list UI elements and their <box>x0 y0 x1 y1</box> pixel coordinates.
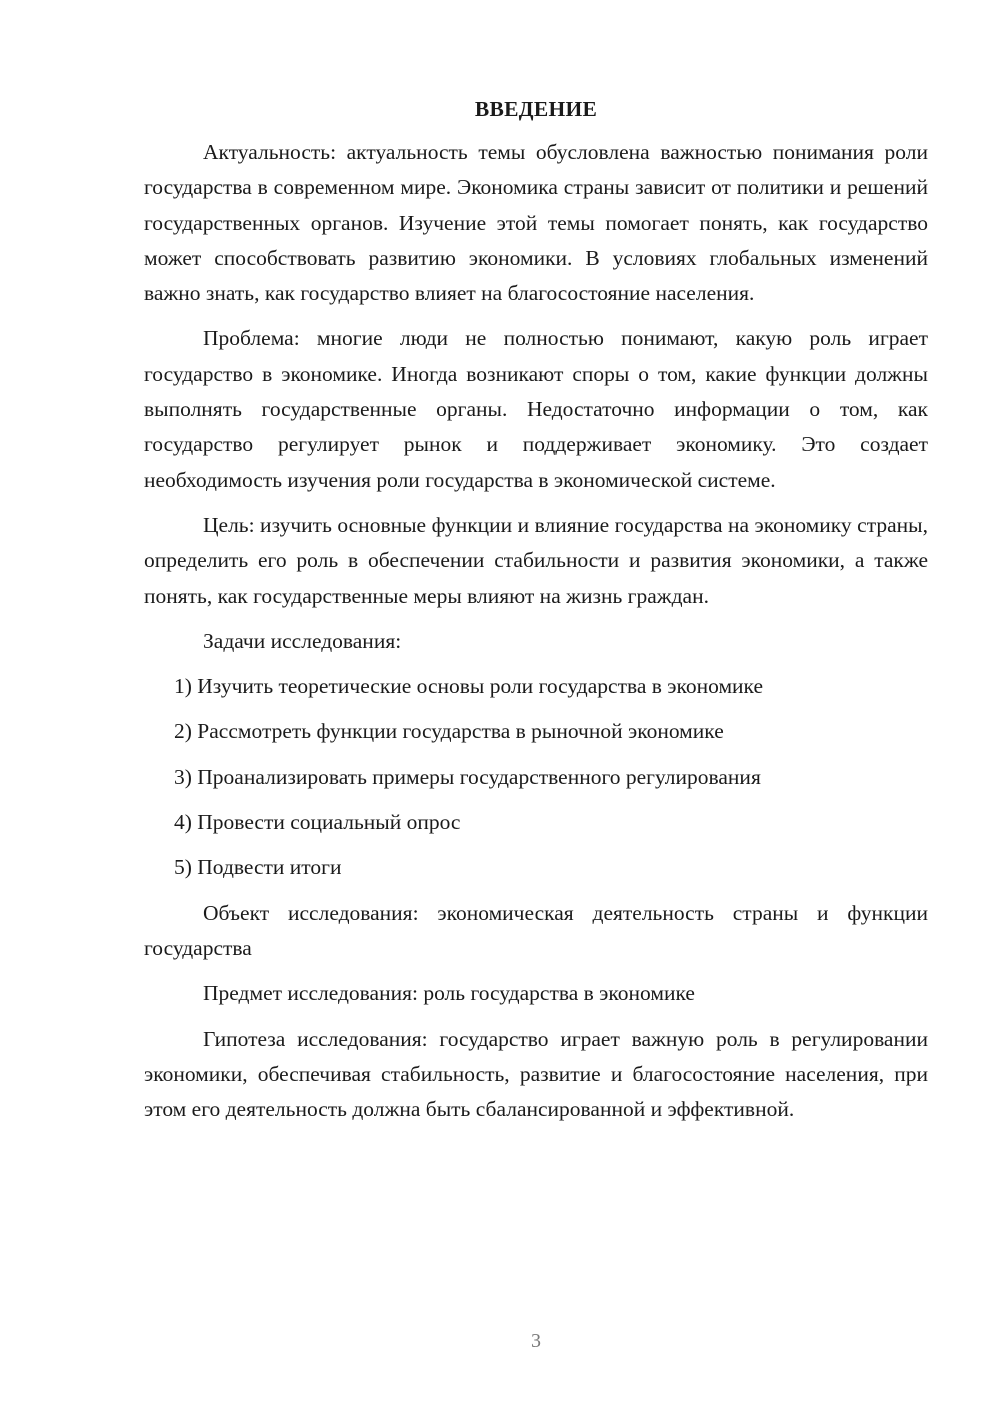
document-page <box>144 92 928 1137</box>
relevance-paragraph: Актуальность: актуальность темы обусловлена важностью понимания роли государства в современном мире. Экономика страны зависит от политики и решений государственных органов. Изучение этой темы помогает понять, как государство может способствовать развитию экономики. В условиях глобальных изменений важно знать, как государство влияет на благосостояние населения. <box>144 140 928 306</box>
object-paragraph: Объект исследования: экономическая деятельность страны и функции государства <box>144 900 928 960</box>
list-item: 3) Проанализировать примеры государственного регулирования <box>174 764 761 789</box>
page-number: 3 <box>531 1330 541 1352</box>
tasks-title: Задачи исследования: <box>203 628 402 653</box>
list-item: 5) Подвести итоги <box>174 855 342 880</box>
subject-paragraph: Предмет исследования: роль государства в экономике <box>203 981 695 1006</box>
problem-paragraph: Проблема: многие люди не полностью понимают, какую роль играет государство в экономике. Иногда возникают споры о том, какие функции должны выполнять государственные органы. Недостаточно информации о том, как государство регулирует рынок и поддерживает экономику. Это создает необходимость изучения роли государства в экономической системе. <box>144 326 928 492</box>
hypothesis-paragraph: Гипотеза исследования: государство играет важную роль в регулировании экономики, обеспечивая стабильность, развитие и благосостояние населения, при этом его деятельность должна быть сбалансированной и эффективной. <box>144 1026 928 1122</box>
page-title: ВВЕДЕНИЕ <box>474 97 598 121</box>
list-item: 4) Провести социальный опрос <box>174 810 461 835</box>
list-item: 1) Изучить теоретические основы роли государства в экономике <box>174 674 764 699</box>
tasks-list <box>144 669 928 885</box>
goal-paragraph: Цель: изучить основные функции и влияние государства на экономику страны, определить его роль в обеспечении стабильности и развития экономики, а также понять, как государственные меры влияют на жизнь граждан. <box>144 512 928 608</box>
list-item: 2) Рассмотреть функции государства в рыночной экономике <box>174 719 724 744</box>
